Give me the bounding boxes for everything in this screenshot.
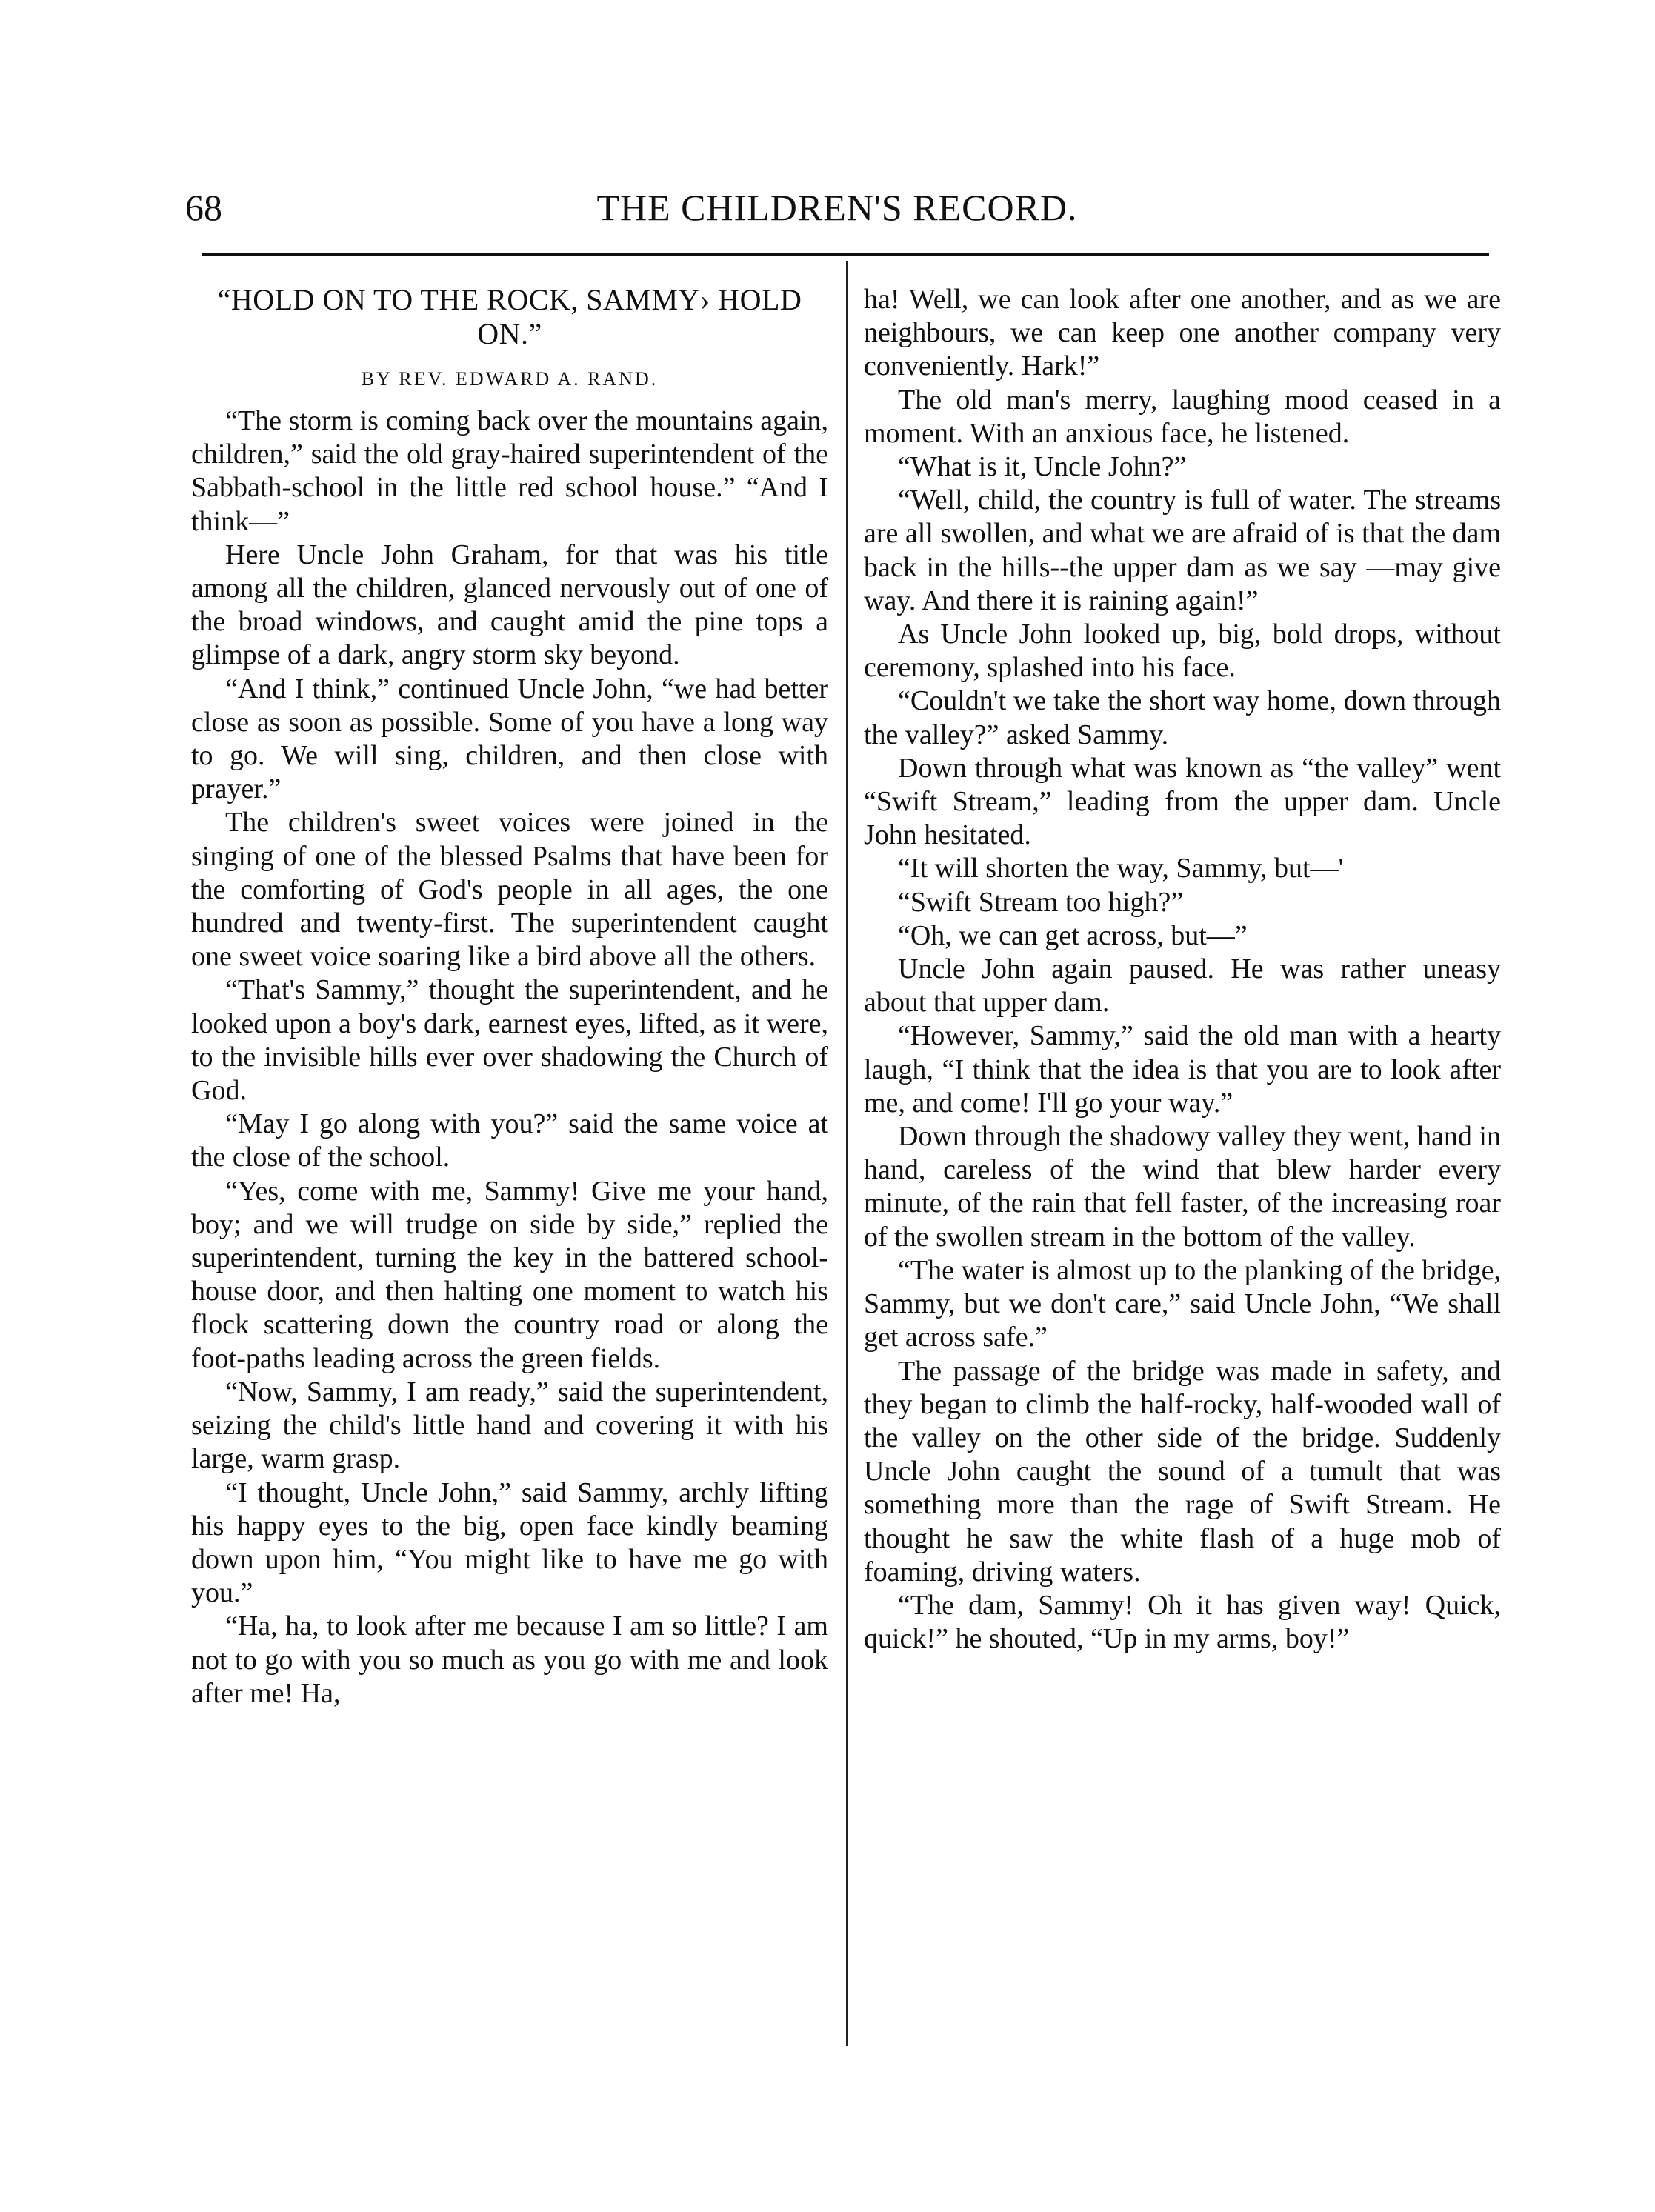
paragraph: “Well, child, the country is full of water. The streams are all swollen, and what we are afraid of is that the dam back in the hills--the upper dam as we say —may give way. And there it is raining again!”: [864, 484, 1501, 616]
page-number: 68: [185, 187, 222, 228]
right-column: [864, 283, 1501, 1656]
left-column: [191, 283, 828, 1710]
header-rule: [202, 253, 1489, 256]
paragraph: “The water is almost up to the planking of the bridge, Sammy, but we don't care,” said Uncle John, “We shall get across safe.”: [864, 1254, 1501, 1353]
paragraph: “Couldn't we take the short way home, down through the valley?” asked Sammy.: [864, 685, 1501, 750]
paragraph: “It will shorten the way, Sammy, but—': [898, 853, 1344, 885]
paragraph: Down through what was known as “the valley” went “Swift Stream,” leading from the upper dam. Uncle John hesitated.: [864, 752, 1501, 851]
column-divider: [846, 261, 848, 2046]
paragraph: “What is it, Uncle John?”: [898, 451, 1187, 483]
paragraph: “The storm is coming back over the mountains again, children,” said the old gray-haired superintendent of the Sabbath-school in the little red school house.” “And I think—”: [191, 405, 828, 537]
paragraph: “Now, Sammy, I am ready,” said the superintendent, seizing the child's little hand and covering it with his large, warm grasp.: [191, 1376, 828, 1475]
paragraph: “May I go along with you?” said the same voice at the close of the school.: [191, 1108, 828, 1173]
paragraph: The children's sweet voices were joined in the singing of one of the blessed Psalms that have been for the comforting of God's people in all ages, the one hundred and twenty-first. The superintendent caught one sweet voice soaring like a bird above all the others.: [191, 807, 828, 973]
paragraph: Here Uncle John Graham, for that was his title among all the children, glanced nervously out of one of the broad windows, and caught amid the pine tops a glimpse of a dark, angry storm sky beyond.: [191, 539, 828, 671]
page-header: [185, 181, 1489, 233]
paragraph: ha! Well, we can look after one another, and as we are neighbours, we can keep one another company very conveniently. Hark!”: [864, 284, 1501, 382]
paragraph: “Swift Stream too high?”: [898, 886, 1184, 918]
paragraph: “Oh, we can get across, but—”: [898, 919, 1248, 951]
paragraph: “Yes, come with me, Sammy! Give me your hand, boy; and we will trudge on side by side,” replied the superintendent, turning the key in the battered school-house door, and then halting one moment to watch his flock scattering down the country road or along the foot-paths leading across the green fields.: [191, 1175, 828, 1374]
paragraph: “I thought, Uncle John,” said Sammy, archly lifting his happy eyes to the big, open face kindly beaming down upon him, “You might like to have me go with you.”: [191, 1476, 828, 1609]
paragraph: “The dam, Sammy! Oh it has given way! Quick, quick!” he shouted, “Up in my arms, boy!”: [864, 1589, 1501, 1655]
running-title: THE CHILDREN'S RECORD.: [596, 187, 1078, 228]
paragraph: Down through the shadowy valley they went, hand in hand, careless of the wind that blew harder every minute, of the rain that fell faster, of the increasing roar of the swollen stream in the bottom of the valley.: [864, 1121, 1501, 1253]
paragraph: As Uncle John looked up, big, bold drops, without ceremony, splashed into his face.: [864, 619, 1501, 684]
paragraph: “And I think,” continued Uncle John, “we had better close as soon as possible. Some of you have a long way to go. We will sing, children, and then close with prayer.”: [191, 673, 828, 805]
paragraph: “However, Sammy,” said the old man with a hearty laugh, “I think that the idea is that you are to look after me, and come! I'll go your way.”: [864, 1020, 1501, 1119]
article-byline: BY REV. EDWARD A. RAND.: [361, 368, 659, 390]
paragraph: The passage of the bridge was made in safety, and they began to climb the half-rocky, half-wooded wall of the valley on the other side of the bridge. Suddenly Uncle John caught the sound of a tumult that was something more than the rage of Swift Stream. He thought he saw the white flash of a huge mob of foaming, driving waters.: [864, 1355, 1501, 1588]
paragraph: “That's Sammy,” thought the superintendent, and he looked upon a boy's dark, earnest eyes, lifted, as it were, to the invisible hills ever over shadowing the Church of God.: [191, 974, 828, 1107]
paragraph: Uncle John again paused. He was rather uneasy about that upper dam.: [864, 953, 1501, 1019]
article-title: “HOLD ON TO THE ROCK, SAMMY› HOLD ON.”: [217, 283, 802, 350]
paragraph: The old man's merry, laughing mood ceased in a moment. With an anxious face, he listened.: [864, 384, 1501, 449]
paragraph: “Ha, ha, to look after me because I am so little? I am not to go with you so much as you go with me and look after me! Ha,: [191, 1610, 828, 1709]
